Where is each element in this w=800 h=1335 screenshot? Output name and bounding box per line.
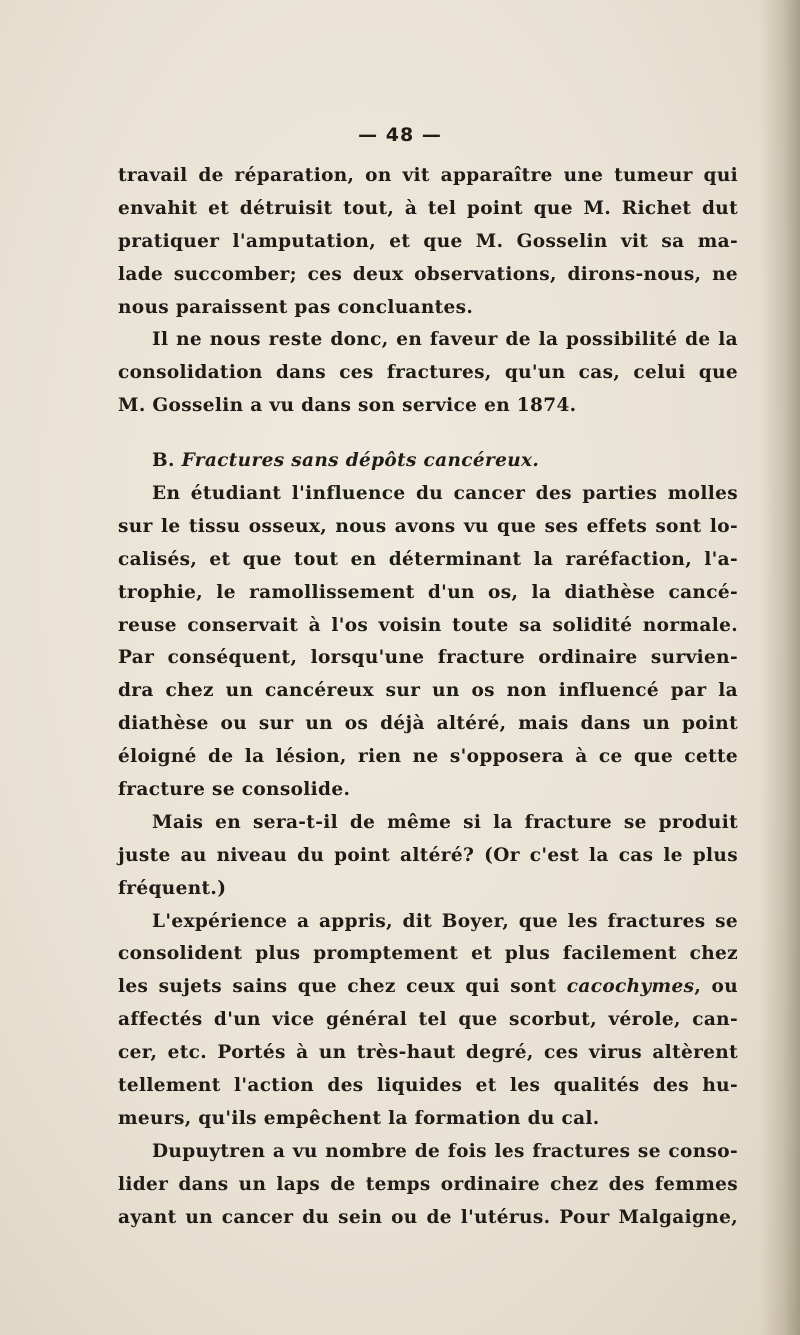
text-line: consolident plus promptement et plus facilement chez — [118, 943, 738, 965]
text-line: consolidation dans ces fractures, qu'un cas, celui que — [118, 362, 738, 384]
text-line: fréquent.) — [118, 877, 227, 899]
text-line: éloigné de la lésion, rien ne s'opposera à ce que cette — [118, 746, 738, 768]
text-line: L'expérience a appris, dit Boyer, que les fractures se — [152, 910, 738, 932]
text-line: fracture se consolide. — [118, 779, 351, 801]
text-line: calisés, et que tout en déterminant la raréfaction, l'a- — [118, 548, 738, 570]
text-line: reuse conservait à l'os voisin toute sa solidité normale. — [118, 614, 738, 636]
body-text — [118, 160, 738, 1235]
text-line: tellement l'action des liquides et les qualités des hu- — [118, 1075, 738, 1097]
text-run: les sujets sains que chez ceux qui sont — [118, 976, 567, 998]
text-line — [118, 971, 738, 1004]
text-line: Mais en sera-t-il de même si la fracture se produit — [152, 811, 738, 833]
text-line: Dupuytren a vu nombre de fois les fractures se conso- — [152, 1140, 738, 1162]
spacer — [118, 423, 738, 445]
page-edge-shadow — [760, 0, 800, 1335]
text-line: cer, etc. Portés à un très-haut degré, ces virus altèrent — [118, 1042, 738, 1064]
text-line: envahit et détruisit tout, à tel point que M. Richet dut — [118, 197, 738, 219]
text-line: nous paraissent pas concluantes. — [118, 296, 474, 318]
section-letter: B. — [152, 450, 175, 472]
text-line: lider dans un laps de temps ordinaire chez des femmes — [118, 1173, 738, 1195]
text-line: travail de réparation, on vit apparaître une tumeur qui — [118, 165, 738, 186]
text-line: juste au niveau du point altéré? (Or c'est la cas le plus — [118, 844, 738, 866]
text-run: , ou — [694, 976, 738, 998]
text-line: trophie, le ramollissement d'un os, la diathèse cancé- — [118, 581, 738, 603]
section-heading — [118, 445, 738, 478]
text-line: dra chez un cancéreux sur un os non influencé par la — [118, 680, 738, 702]
text-line: lade succomber; ces deux observations, dirons-nous, ne — [118, 263, 738, 285]
text-line: sur le tissu osseux, nous avons vu que ses effets sont lo- — [118, 515, 738, 537]
text-line: diathèse ou sur un os déjà altéré, mais dans un point — [118, 713, 738, 735]
text-line: Par conséquent, lorsqu'une fracture ordinaire survien- — [118, 647, 738, 669]
italic-term: cacochymes — [566, 976, 695, 998]
page-number: — 48 — — [358, 124, 442, 146]
text-line: pratiquer l'amputation, et que M. Gosselin vit sa ma- — [118, 230, 738, 252]
text-line: Il ne nous reste donc, en faveur de la possibilité de la — [152, 329, 738, 351]
text-line: M. Gosselin a vu dans son service en 1874. — [118, 395, 577, 417]
text-line: affectés d'un vice général tel que scorbut, vérole, can- — [118, 1009, 738, 1031]
text-line: En étudiant l'influence du cancer des parties molles — [152, 483, 738, 505]
text-line: ayant un cancer du sein ou de l'utérus. Pour Malgaigne, — [118, 1206, 738, 1228]
text-line: meurs, qu'ils empêchent la formation du cal. — [118, 1107, 600, 1129]
section-title: Fractures sans dépôts cancéreux. — [181, 450, 540, 472]
